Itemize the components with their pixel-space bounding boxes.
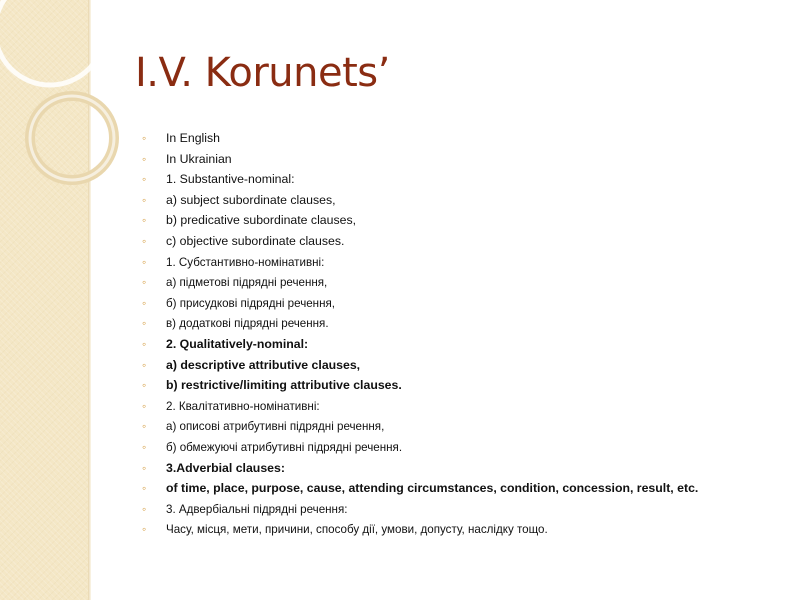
bullet-item bbox=[142, 128, 782, 149]
bullet-text: 1. Substantive-nominal: bbox=[166, 172, 295, 187]
bullet-text: Часу, місця, мети, причини, способу дії, умови, допусту, наслідку тощо. bbox=[166, 523, 548, 537]
bullet-item bbox=[142, 334, 782, 355]
bullet-text: a) subject subordinate clauses, bbox=[166, 192, 336, 207]
bullet-marker-icon: ◦ bbox=[142, 398, 147, 413]
bullet-marker-icon: ◦ bbox=[142, 439, 147, 454]
bullet-text: 3. Адвербіальні підрядні речення: bbox=[166, 502, 348, 516]
bullet-text: In English bbox=[166, 131, 221, 145]
bullet-item bbox=[142, 396, 782, 417]
slide-title: I.V. Korunets’ bbox=[135, 50, 390, 96]
bullet-text: 3.Adverbial clauses: bbox=[166, 460, 285, 475]
bullet-marker-icon: ◦ bbox=[142, 419, 147, 434]
bullet-marker-icon: ◦ bbox=[142, 295, 147, 310]
bullet-item bbox=[142, 169, 782, 190]
bullet-text: б) присудкові підрядні речення, bbox=[166, 296, 335, 310]
bullet-item bbox=[142, 458, 782, 479]
decorative-circle-small-highlight bbox=[30, 96, 114, 180]
bullet-item bbox=[142, 519, 782, 540]
bullet-item bbox=[142, 293, 782, 314]
bullet-marker-icon: ◦ bbox=[142, 481, 147, 496]
bullet-marker-icon: ◦ bbox=[142, 151, 147, 166]
bullet-marker-icon: ◦ bbox=[142, 131, 147, 145]
bullet-item bbox=[142, 499, 782, 520]
bullet-item bbox=[142, 190, 782, 211]
bullet-marker-icon: ◦ bbox=[142, 378, 147, 393]
bullet-text: 2. Qualitatively-nominal: bbox=[166, 336, 309, 351]
bullet-text: of time, place, purpose, cause, attending circumstances, condition, concession, result, etc. bbox=[166, 481, 699, 496]
bullet-marker-icon: ◦ bbox=[142, 336, 147, 351]
bullet-marker-icon: ◦ bbox=[142, 213, 147, 228]
bullet-item bbox=[142, 149, 782, 170]
decorative-circles bbox=[0, 0, 140, 220]
bullet-item bbox=[142, 355, 782, 376]
bullet-item bbox=[142, 210, 782, 231]
bullet-item bbox=[142, 231, 782, 252]
bullet-item bbox=[142, 478, 782, 499]
bullet-marker-icon: ◦ bbox=[142, 254, 147, 269]
bullet-item bbox=[142, 252, 782, 273]
bullet-text: б) обмежуючі атрибутивні підрядні речення. bbox=[166, 440, 403, 454]
bullet-marker-icon: ◦ bbox=[142, 357, 147, 372]
bullet-text: b) restrictive/limiting attributive clauses. bbox=[166, 378, 402, 393]
bullet-text: a) descriptive attributive clauses, bbox=[166, 357, 361, 372]
bullet-marker-icon: ◦ bbox=[142, 275, 147, 290]
bullet-text: а) підметові підрядні речення, bbox=[166, 276, 328, 290]
bullet-text: в) додаткові підрядні речення. bbox=[166, 317, 329, 331]
bullet-item bbox=[142, 313, 782, 334]
bullet-marker-icon: ◦ bbox=[142, 460, 147, 475]
bullet-item bbox=[142, 437, 782, 458]
bullet-text: 2. Квалітативно-номінативні: bbox=[166, 399, 320, 413]
bullet-text: а) описові атрибутивні підрядні речення, bbox=[166, 420, 385, 434]
decorative-circle-large bbox=[0, 0, 105, 85]
bullet-item bbox=[142, 375, 782, 396]
bullet-marker-icon: ◦ bbox=[142, 501, 147, 516]
bullet-marker-icon: ◦ bbox=[142, 192, 147, 207]
bullet-text: c) objective subordinate clauses. bbox=[166, 233, 345, 248]
bullet-marker-icon: ◦ bbox=[142, 522, 147, 537]
bullet-marker-icon: ◦ bbox=[142, 316, 147, 331]
bullet-text: 1. Субстантивно-номінативні: bbox=[166, 255, 325, 269]
bullet-item bbox=[142, 272, 782, 293]
bullet-item bbox=[142, 416, 782, 437]
bullet-marker-icon: ◦ bbox=[142, 233, 147, 248]
bullet-text: b) predicative subordinate clauses, bbox=[166, 213, 357, 228]
bullet-text: In Ukrainian bbox=[166, 151, 232, 166]
bullet-marker-icon: ◦ bbox=[142, 172, 147, 187]
bullet-list bbox=[142, 128, 782, 540]
